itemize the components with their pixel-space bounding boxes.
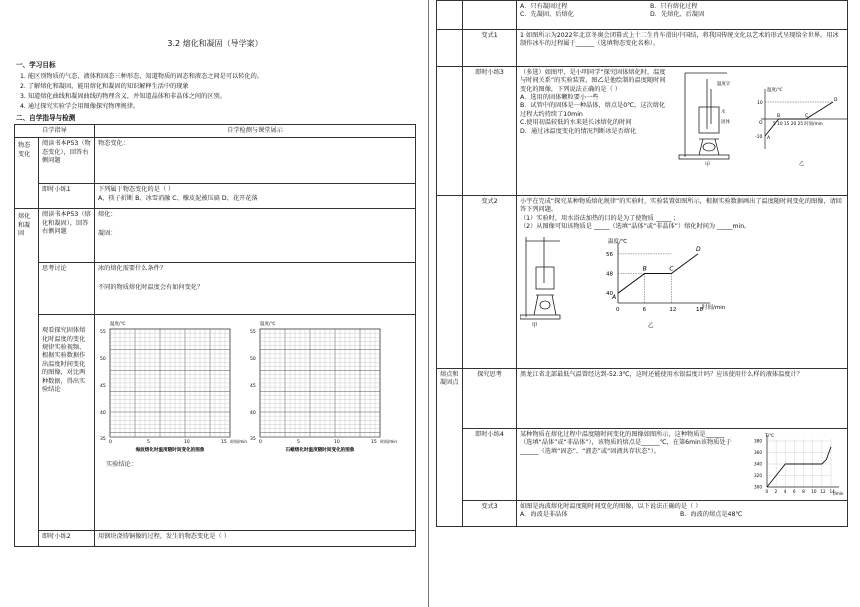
- fig-jia-label: 甲: [705, 162, 711, 168]
- practice-1-question: 下列属于物态变化的是（ ）: [98, 186, 175, 194]
- grid1-ytick-55: 55: [100, 330, 106, 336]
- guide-read-p53-melt: 阅读书本P53（熔化和凝固），回答右侧问题: [39, 209, 95, 263]
- row-label-melt-solidify: 熔化和凝固: [15, 209, 39, 547]
- guide-read-p53: 阅读书本P53（物态变化），回答右侧问题: [39, 138, 95, 184]
- variant-2-apparatus: [520, 237, 560, 319]
- p4-xtick: 2: [774, 489, 778, 494]
- variant-2-content: [517, 196, 848, 369]
- melting-grids: [98, 317, 398, 457]
- grid1-ylabel: 温度/℃: [110, 322, 126, 328]
- guide-practice-2: 即时小练2: [39, 531, 95, 547]
- practice-3-opt-b: B．试管中的固体是一种晶体，熔点是0℃，这次熔化过程大约持续了10min: [520, 102, 666, 118]
- solidify-label: 凝固：: [98, 229, 117, 237]
- practice-3-opt-c: C.使用初温较低的水来延长冰熔化的时间: [520, 119, 632, 127]
- p4-xunit: t/min: [833, 491, 844, 496]
- left-page: [14, 0, 416, 547]
- experiment-conclusion: 实验结论：: [106, 461, 137, 469]
- grid2-xtick-10: 10: [334, 440, 340, 446]
- p4-xtick: 14: [829, 489, 835, 494]
- page-divider: [428, 0, 429, 607]
- practice-3-opt-d: D．通过冰温度变化的情况判断冰是否熔化: [520, 127, 637, 135]
- solid-label: 固体: [721, 120, 730, 125]
- p4-xtick: 10: [811, 489, 817, 494]
- v2-xtick: 6: [642, 307, 647, 314]
- practice-3-content: [517, 67, 848, 196]
- p3-point-d: D: [834, 98, 838, 103]
- variant-3-question: 如图是海波熔化时温度随时间变化的图像，以下说法正确的是（ ）: [520, 503, 702, 510]
- goal-3: 3. 知道熔化曲线和凝固曲线的物理含义，并知道晶体和非晶体之间的区别。: [20, 93, 226, 100]
- v2-xtick: 0: [616, 307, 620, 314]
- practice-2-options: [517, 1, 848, 30]
- grid2-ytick-50: 50: [250, 357, 256, 363]
- practice-3-figure: [677, 69, 852, 169]
- practice-4-figure: [745, 431, 845, 497]
- grid2-xtick-0: 0: [259, 440, 262, 446]
- p3-point-b: B: [777, 114, 781, 119]
- variant-3-label: 变式3: [463, 501, 517, 527]
- p4-xtick: 4: [783, 489, 787, 494]
- opt-c-solidify-melt: C．先凝固、后熔化: [520, 11, 574, 19]
- variant-2-question: 小宇在完成“探究某种物质熔化规律”的实验时，实验装置如图所示，根据实验数据画出了温度随时间变化的图像，请回答下列问题。: [520, 198, 842, 214]
- grid2-ytick-40: 40: [250, 411, 256, 417]
- v2-temp-line: [618, 254, 698, 293]
- goal-4: 4. 通过探究实验学会用图像探究物理规律。: [20, 103, 140, 110]
- guide-experiment: 观看探究固体熔化时温度的变化规律实验视频，根据实验数据作出温度时间变化的图像，对比两种数据，得出实验结论: [39, 315, 95, 531]
- page-title: 3.2 熔化和凝固（导学案）: [167, 39, 263, 48]
- practice-3-question: （多选）如图甲，是小明同学“探究固体熔化时，温度与时间关系”的实验装置，图乙是他绘制的温度随时间变化的图像，下列说法正确的是（ ）: [520, 69, 666, 93]
- practice-3-opt-a: A．选用的固体颗粒要小一些: [520, 94, 599, 102]
- grid1-caption: 海波熔化时温度随时间变化的图象: [135, 448, 205, 454]
- v2-point-d: D: [696, 246, 701, 254]
- variant-3-content: [517, 501, 848, 527]
- section-goals-heading: 一、学习目标: [16, 61, 56, 69]
- grid2-ylabel: 温度/℃: [260, 322, 276, 328]
- p3-point-c: C: [805, 114, 809, 119]
- practice-4-label: 即时小练4: [463, 429, 517, 501]
- opt-b-melt: B．只有熔化过程: [650, 3, 698, 10]
- row-label-state-change: 物态变化: [15, 138, 39, 209]
- p3-yneg10: -10: [755, 135, 763, 140]
- check-experiment: [95, 315, 416, 531]
- header-guide: 自学指导: [15, 125, 95, 138]
- water-label: 水: [721, 110, 726, 115]
- p3-y10: 10: [757, 101, 763, 106]
- practice-3-label: 即时小练3: [463, 67, 517, 196]
- p4-temp-line: [767, 447, 831, 487]
- p4-xtick: 12: [820, 489, 826, 494]
- variant-2-label: 变式2: [463, 196, 517, 369]
- hypo-melting-grid: [100, 320, 247, 453]
- variant-2-q1: （1）实验时，用水浴法加热的目的是为了使物质 _____ ；: [520, 214, 680, 222]
- right-table: [436, 0, 848, 527]
- practice-1-options: A、筷子折断 B、冰雪消融 C、橡皮泥被压扁 D、花开花落: [98, 194, 258, 202]
- row-label-melting-point: 熔点和凝固点: [437, 369, 463, 527]
- p4-ytick: 340: [754, 461, 762, 467]
- grid1-xtick-0: 0: [109, 440, 112, 446]
- p3-origin: O: [759, 121, 763, 126]
- p4-xtick: 8: [802, 489, 805, 494]
- check-practice-1: [95, 184, 416, 209]
- variant-2-graph: [606, 237, 726, 329]
- guide-practice-1: 即时小练1: [39, 184, 95, 209]
- paraffin-melting-grid: [250, 320, 397, 453]
- grid2-xtick-5: 5: [297, 440, 300, 446]
- check-practice-2: 用钢块浇铸铜像的过程，发生的物态变化是（ ）: [95, 531, 416, 547]
- p3-point-a: A: [767, 136, 771, 141]
- p3-xticks: 5 10 15 20 25 时间/min: [773, 122, 823, 127]
- v2-xtick: 12: [669, 307, 677, 314]
- v2-fig-jia: 甲: [532, 323, 538, 330]
- grid2-caption: 石蜡熔化时温度随时间变化的图象: [285, 448, 355, 454]
- fig-yi-label: 乙: [799, 161, 805, 167]
- explore-text: 黑龙江省北部最低气温曾经达到-52.3℃，这时还能使用水银温度计吗？应该使用什么样的液体温度计？: [517, 369, 848, 429]
- variant-2-figure: [520, 233, 760, 329]
- v2-point-b: B: [642, 265, 647, 273]
- variant-3-opt-a: A．海波是非晶体: [520, 511, 568, 519]
- grid1-xtick-5: 5: [147, 440, 150, 446]
- practice-3-graph: [755, 86, 847, 167]
- v2-point-c: C: [669, 265, 674, 273]
- p4-xtick: 6: [792, 489, 796, 494]
- goal-1: 1. 能区别物质的气态、液体和固态三种形态，知道物质的固态和液态之间是可以转化的。: [20, 73, 263, 80]
- grid1-ytick-35: 35: [100, 437, 106, 443]
- check-melt-solidify: [95, 209, 416, 263]
- grid2-ytick-35: 35: [250, 437, 256, 443]
- discussion-q2: 不同的物质熔化时温度会有如何变化？: [98, 283, 204, 291]
- variant-1-text: 1 如图所示为2022年北京冬奥会闭幕式上十二生肖车滑出中国结，将我国传统文化以艺术的形式呈现给全世界。用冰制作冰车的过程属于______（选填物态变化名称）。: [517, 30, 848, 67]
- header-check: 自学检测与课堂展示: [95, 125, 416, 138]
- right-page: [436, 0, 848, 527]
- guide-discussion: 思考讨论: [39, 263, 95, 315]
- v2-ytick: 56: [606, 252, 613, 259]
- v2-xtick: 18: [696, 307, 703, 314]
- p3-ylabel: 温度/℃: [767, 88, 783, 93]
- goal-2: 2. 了解熔化和凝固，能用熔化和凝固的知识解释生活中的现象: [20, 83, 189, 90]
- melt-label: 熔化：: [98, 211, 117, 219]
- discussion-q1: 冰的熔化需要什么条件？: [98, 265, 167, 273]
- v2-point-a: A: [612, 294, 617, 302]
- grid2-ytick-45: 45: [250, 384, 256, 390]
- v2-ytick: 48: [606, 271, 613, 278]
- check-state-change: 物态变化：: [95, 138, 416, 184]
- explore-label: 探究思考: [463, 369, 517, 429]
- v2-fig-yi: 乙: [648, 323, 654, 330]
- check-discussion: [95, 263, 416, 315]
- grid1-ytick-40: 40: [100, 411, 106, 417]
- p4-ylabel: T/℃: [765, 434, 775, 439]
- grid2-ytick-55: 55: [250, 330, 256, 336]
- variant-1-label: 变式1: [463, 30, 517, 67]
- variant-3-opt-b: B．海波的熔点是48℃: [680, 511, 743, 519]
- grid2-xunit: 时间/min: [380, 439, 397, 445]
- opt-a-solidify: A．只有凝固过程: [520, 3, 568, 10]
- variant-2-q2: （2）从图像可知该物质是 _____（选填“晶体”或“非晶体”）熔化时间为 _____min。: [520, 223, 751, 231]
- p4-xtick: 0: [765, 489, 769, 494]
- grid1-ytick-45: 45: [100, 384, 106, 390]
- v2-xlabel: 时间/min: [702, 305, 726, 312]
- section-self-study-heading: 二、自学指导与检测: [16, 114, 76, 122]
- grid1-xtick-10: 10: [184, 440, 190, 446]
- practice-4-text: 某种物质在熔化过程中温度随时间变化的图像如图所示，这种物质是______（选填“晶体”或“非晶体”），该物质的熔点是______℃，在第6min该物质处于______（选填“固态”、“液态”或“固液共存状态”）。: [520, 431, 732, 455]
- grid1-ytick-50: 50: [100, 357, 106, 363]
- p4-ytick: 380: [754, 438, 762, 444]
- p4-ytick: 320: [754, 473, 762, 478]
- grid1-xunit: 时间/min: [230, 439, 247, 445]
- opt-d-melt-solidify: D．先熔化、后凝固: [650, 11, 705, 19]
- self-study-table: [14, 124, 416, 547]
- p4-ytick: 300: [754, 484, 762, 490]
- practice-4-content: [517, 429, 848, 501]
- p4-ytick: 360: [754, 450, 762, 455]
- grid2-xtick-15: 15: [371, 440, 377, 446]
- v2-ylabel: 温度/℃: [608, 239, 628, 246]
- grid1-xtick-15: 15: [221, 440, 227, 446]
- v2-ytick: 40: [606, 291, 613, 298]
- thermometer-label: 温度计: [717, 82, 731, 87]
